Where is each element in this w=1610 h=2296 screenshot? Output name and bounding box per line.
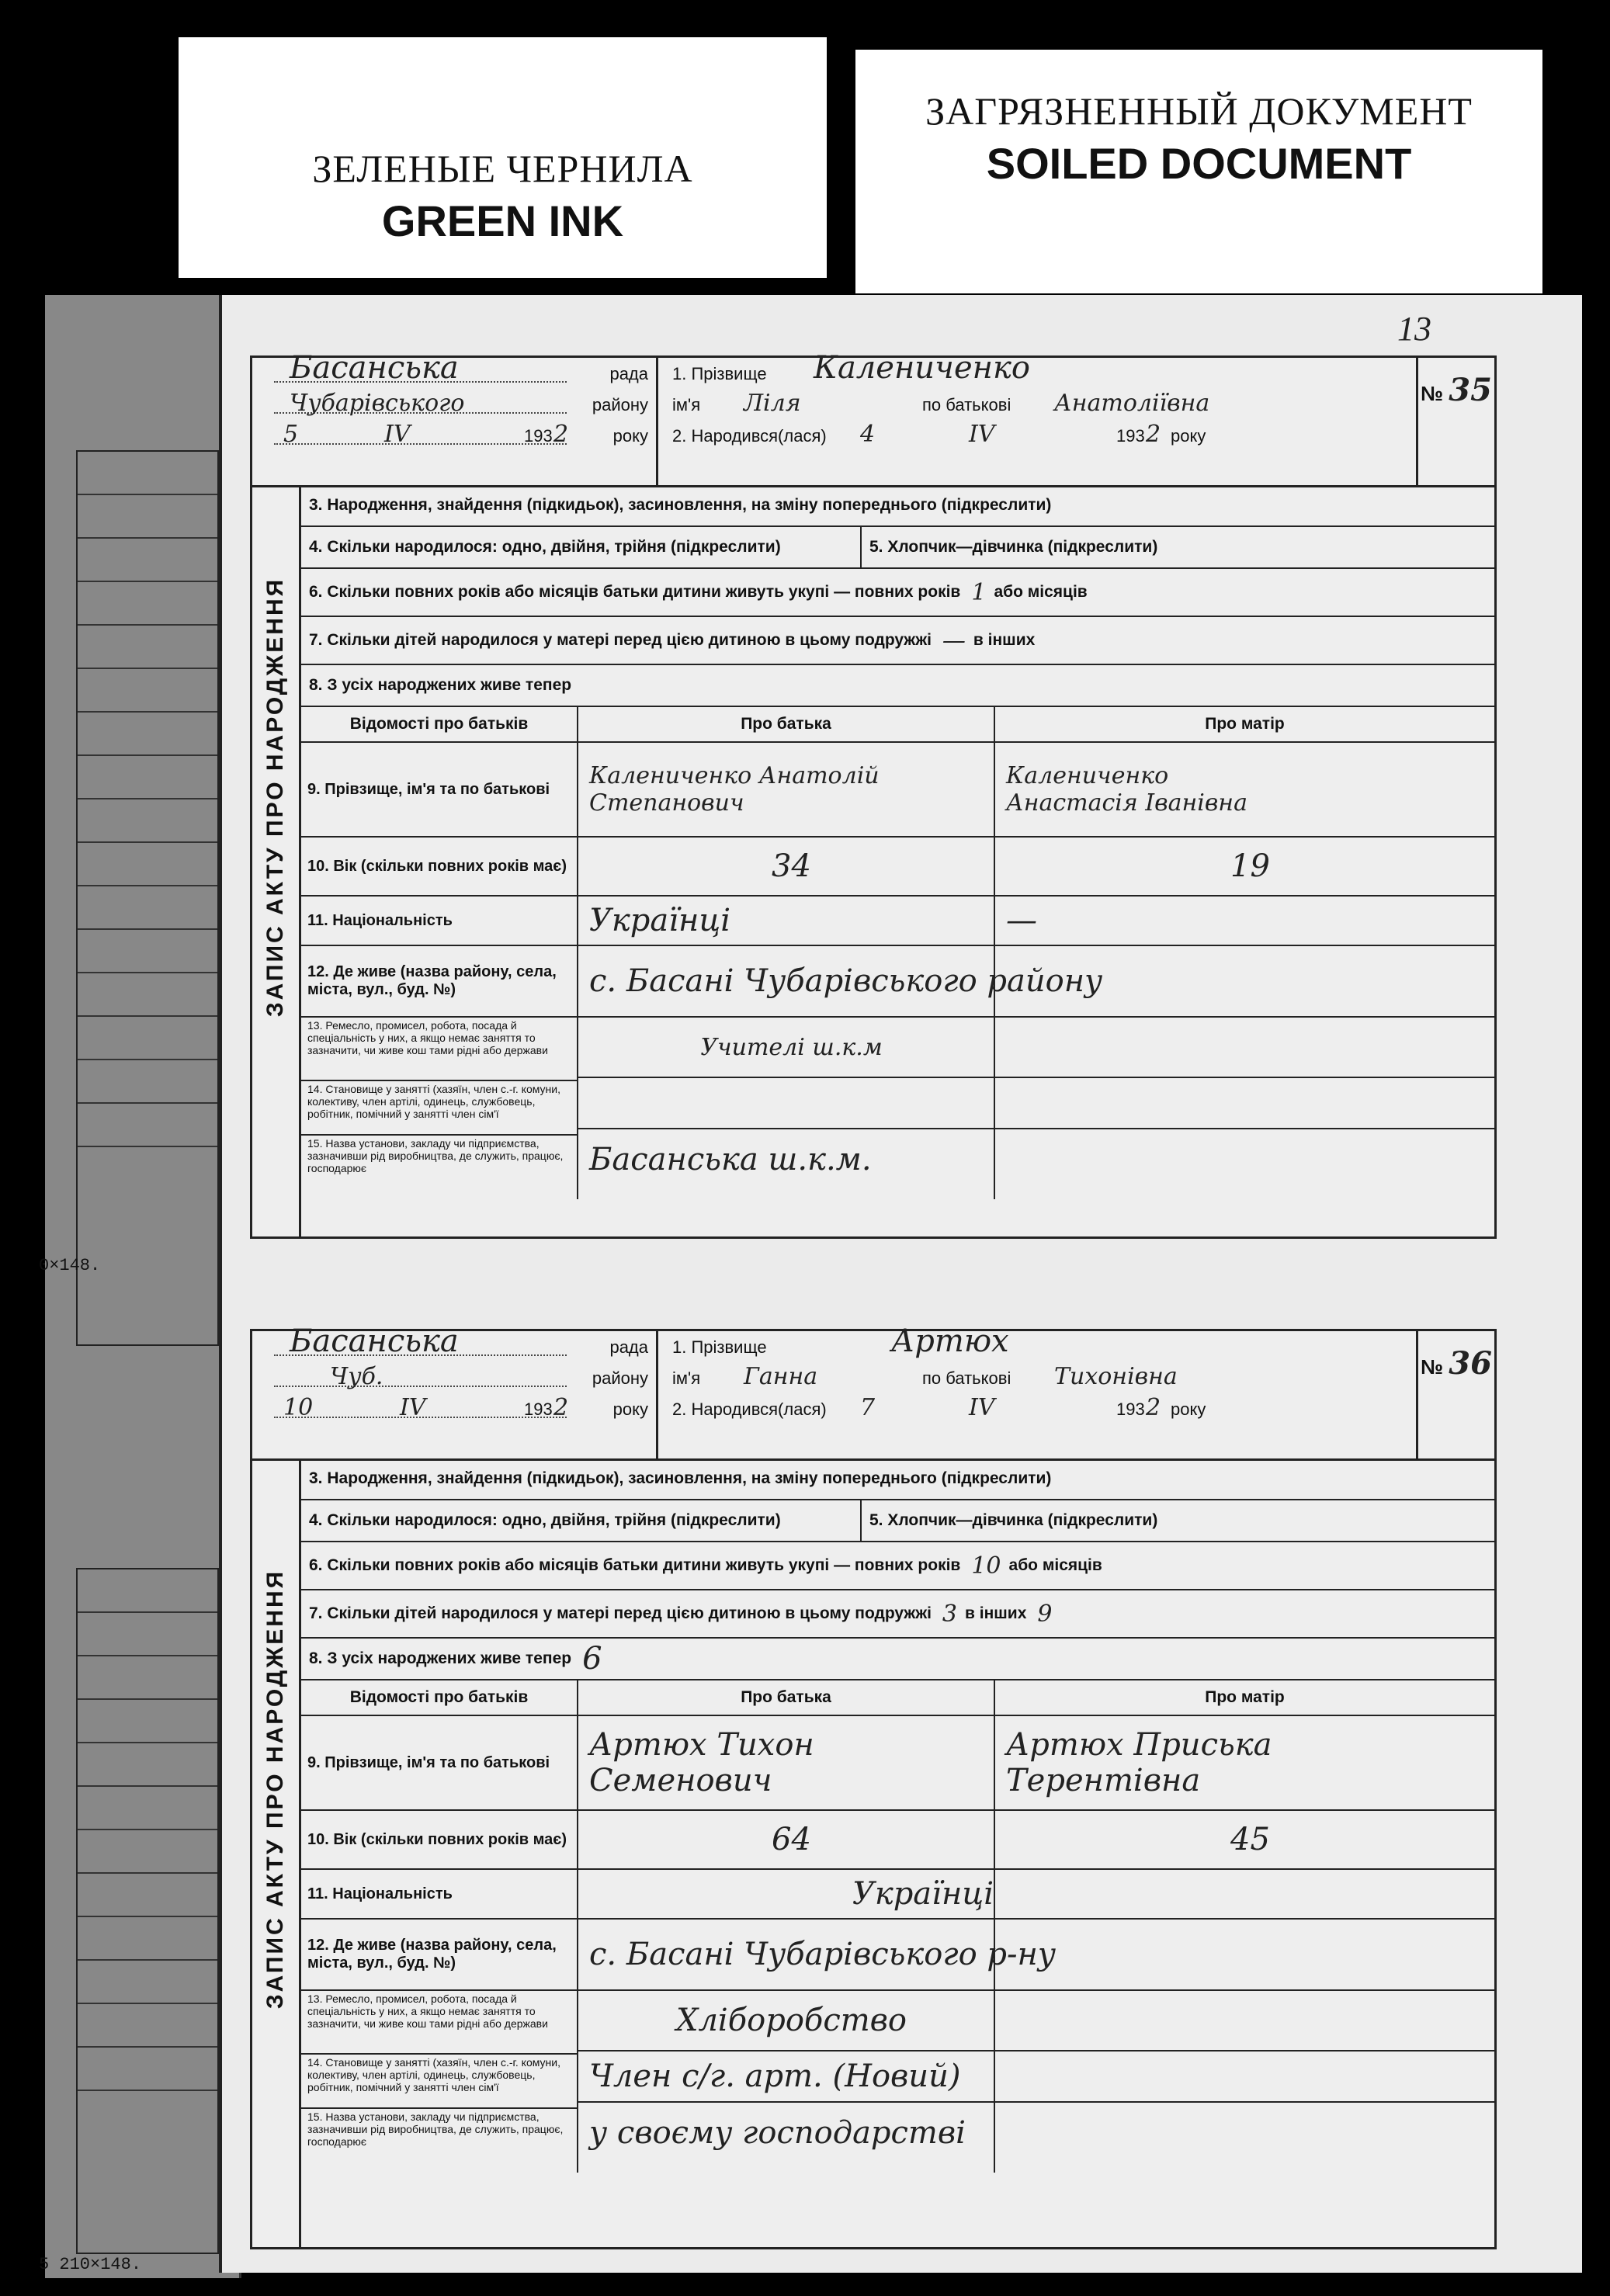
birth-record-36 (250, 1323, 1497, 2249)
side-title: ЗАПИС АКТУ ПРО НАРОДЖЕННЯ (262, 1569, 288, 2010)
paper-size-mark: 5 210×148. (39, 2255, 142, 2274)
registry-office: Басанська рада Чуб. району 10 IV 193 2 року (252, 1331, 658, 1458)
label-en: GREEN INK (381, 196, 624, 245)
position: Член с/г. арт. (Новий) (589, 2058, 961, 2094)
born-month: IV (969, 421, 995, 448)
rada-value: Басанська (290, 350, 459, 386)
green-ink-label (179, 37, 827, 278)
child-name: Ліля (744, 390, 801, 417)
father-age: 64 (772, 1822, 811, 1857)
mother-nationality: — (1006, 903, 1037, 938)
back-form-bottom (76, 1568, 219, 2254)
reg-month: IV (384, 421, 411, 448)
sheet-number: 13 (1397, 310, 1431, 348)
child-surname: Калениченко (814, 350, 1030, 386)
born-month: IV (969, 1394, 995, 1421)
born-day: 4 (860, 421, 876, 448)
years-together: 1 (971, 578, 987, 606)
label-ru: ЗАГРЯЗНЕННЫЙ ДОКУМЕНТ (925, 89, 1473, 133)
residence: с. Басані Чубарівського р-ну (589, 1937, 1057, 1972)
child-name: Ганна (744, 1363, 818, 1390)
rada-value: Басанська (290, 1323, 459, 1359)
father-age: 34 (772, 848, 811, 884)
label-ru: ЗЕЛЕНЫЕ ЧЕРНИЛА (312, 147, 693, 190)
born-year: 2 (1146, 1394, 1161, 1421)
registry-office: Басанська рада Чубарівського району 5 IV 193 2 року (252, 358, 658, 485)
parents-table: Відомості про батьків 9. Прівзище, ім'я та по батькові 10. Вік (скільки повних років має) 11. Національність 12. Де живе (назва району, села, міста, вул., буд. №) 13. Ремесло, промисел, робота, посада й спеціальність у них, а якщо немає заняття то зазначити, чи живе кош тами рідні або держави 14. Становище у занятті (хазяїн, член с.-г. комуни, колективу, член артілі, одинець, службовець, робітник, помічний у занятті член сім'ї 15. Назва установи, закладу чи підприємства, зазначивши рід виробництва, де служить, працює, господарює Про батька Артюх Тихон Семенович 64 Українці с. Басані Чубарівського р-ну Хліборобство Член с/г. арт. (Новий) у своєму господарстві Про матір Артюх Приська Терентівна 45 (301, 1680, 1494, 2173)
children-other: 9 (1037, 1600, 1053, 1628)
children-before: 3 (942, 1600, 958, 1628)
mother-name-2: Анастасія Іванівна (1006, 789, 1247, 817)
child-info: 1. Прізвище Артюх ім'я Ганна по батькові Тихонівна 2. Народився(лася) 7 IV 193 2 року (658, 1331, 1418, 1458)
reg-year: 2 (553, 1394, 569, 1421)
years-together: 10 (971, 1552, 1001, 1580)
child-surname: Артюх (891, 1323, 1009, 1359)
children-before: — (942, 626, 966, 654)
record-number: № 36 (1421, 1345, 1492, 1382)
reg-day: 5 (283, 421, 299, 448)
father-name-2: Степанович (589, 789, 744, 817)
workplace: у своєму господарстві (589, 2115, 966, 2151)
record-body: 3. Народження, знайдення (підкидьок), засиновлення, на зміну попереднього (підкреслити) 4. Скільки народилося: одно, двійня, трійня (підкреслити) 5. Хлопчик—дівчинка (підкреслити) 6. Скільки повних років або місяців батьки дитини живуть укупі — повних років 1 або місяців 7. Скільки дітей народилося у матері перед цією дитиною в цьому подружжі — в інших 8. З усіх народжених живе тепер Відомості про батьків 9. Прівзище, ім'я та по батькові 10. Вік (скільки повних років має) 11. Національність 12. Де живе (назва району, села, міста, вул., буд. №) 13. Ремесло, промисел, робота, посада й спеціальність у них, а якщо немає заняття то зазначити, чи живе кош тами рідні або держави 14. Становище у занятті (хазяїн, член с.-г. комуни, колективу, член артілі, одинець, службовець, робітник, помічний у занятті член сім'ї 15. Назва установи, закладу чи підприємства, зазначивши рід виробництва, де служить, працює, господарює Про батька Калениченко Анатолій Степанович 34 Українці с. Басані Чубарівського району Учителі ш.к.м Басанська ш.к.м. Про матір Калениченко Анастасія Іванівна 19 — (299, 485, 1494, 1236)
residence: с. Басані Чубарівського району (589, 963, 1103, 999)
reg-month: IV (400, 1394, 426, 1421)
father-name-1: Артюх Тихон (589, 1727, 814, 1763)
reg-year: 2 (553, 421, 569, 448)
record-number-value: 35 (1449, 372, 1492, 408)
soiled-document-label (855, 50, 1542, 293)
raion-value: Чубарівського (290, 390, 465, 417)
birth-record-35 (250, 350, 1497, 1239)
record-number-value: 36 (1449, 1345, 1492, 1382)
record-header (252, 1323, 1494, 1461)
born-day: 7 (860, 1394, 876, 1421)
paper-size-mark: 0×148. (39, 1256, 101, 1275)
mother-name-1: Калениченко (1006, 762, 1169, 789)
mother-age: 19 (1230, 848, 1270, 884)
occupation: Учителі ш.к.м (700, 1033, 883, 1061)
child-patronymic: Тихонівна (1054, 1363, 1178, 1390)
record-body: 3. Народження, знайдення (підкидьок), засиновлення, на зміну попереднього (підкреслити) 4. Скільки народилося: одно, двійня, трійня (підкреслити) 5. Хлопчик—дівчинка (підкреслити) 6. Скільки повних років або місяців батьки дитини живуть укупі — повних років 10 або місяців 7. Скільки дітей народилося у матері перед цією дитиною в цьому подружжі 3 в інших 9 8. З усіх народжених живе тепер 6 Відомості про батьків 9. Прівзище, ім'я та по батькові 10. Вік (скільки повних років має) 11. Національність 12. Де живе (назва району, села, міста, вул., буд. №) 13. Ремесло, промисел, робота, посада й спеціальність у них, а якщо немає заняття то зазначити, чи живе кош тами рідні або держави 14. Становище у занятті (хазяїн, член с.-г. комуни, колективу, член артілі, одинець, службовець, робітник, помічний у занятті член сім'ї 15. Назва установи, закладу чи підприємства, зазначивши рід виробництва, де служить, працює, господарює Про батька Артюх Тихон Семенович 64 Українці с. Басані Чубарівського р-ну Хліборобство Член с/г. арт. (Новий) у своєму господарстві Про матір Артюх Приська Терентівна 45 (299, 1458, 1494, 2247)
record-number: № 35 (1421, 372, 1492, 408)
alive-now: 6 (582, 1641, 602, 1677)
occupation: Хліборобство (675, 2003, 907, 2038)
mother-name-2: Терентівна (1006, 1763, 1201, 1798)
born-year: 2 (1146, 421, 1161, 448)
side-title: ЗАПИС АКТУ ПРО НАРОДЖЕННЯ (262, 577, 288, 1018)
child-info: 1. Прізвище Калениченко ім'я Ліля по батькові Анатоліївна 2. Народився(лася) 4 IV 193 2 року (658, 358, 1418, 485)
back-form-top (76, 450, 219, 1346)
mother-age: 45 (1230, 1822, 1270, 1857)
workplace: Басанська ш.к.м. (589, 1142, 872, 1177)
record-header (252, 350, 1494, 487)
mother-name-1: Артюх Приська (1006, 1727, 1272, 1763)
father-name-2: Семенович (589, 1763, 772, 1798)
parents-table: Відомості про батьків 9. Прівзище, ім'я та по батькові 10. Вік (скільки повних років має) 11. Національність 12. Де живе (назва району, села, міста, вул., буд. №) 13. Ремесло, промисел, робота, посада й спеціальність у них, а якщо немає заняття то зазначити, чи живе кош тами рідні або держави 14. Становище у занятті (хазяїн, член с.-г. комуни, колективу, член артілі, одинець, службовець, робітник, помічний у занятті член сім'ї 15. Назва установи, закладу чи підприємства, зазначивши рід виробництва, де служить, працює, господарює Про батька Калениченко Анатолій Степанович 34 Українці с. Басані Чубарівського району Учителі ш.к.м Басанська ш.к.м. Про матір Калениченко Анастасія Іванівна 19 — (301, 707, 1494, 1199)
label-en: SOILED DOCUMENT (986, 139, 1412, 188)
father-nationality: Українці (589, 903, 731, 938)
nationality-shared: Українці (852, 1876, 994, 1912)
child-patronymic: Анатоліївна (1054, 390, 1210, 417)
raion-value: Чуб. (330, 1363, 383, 1390)
back-page-strip (39, 295, 241, 2278)
father-name-1: Калениченко Анатолій (589, 762, 880, 789)
reg-day: 10 (283, 1394, 314, 1421)
